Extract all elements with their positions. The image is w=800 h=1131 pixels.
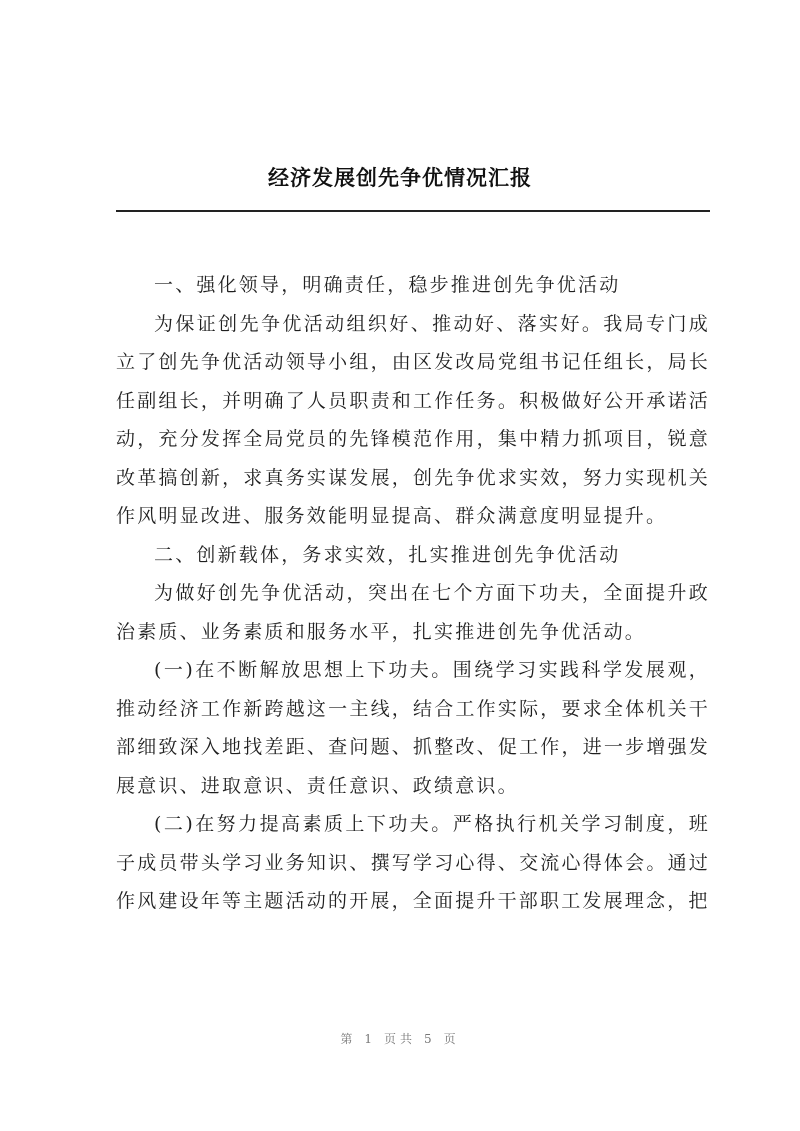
section-heading-2: 二、创新载体，务求实效，扎实推进创先争优活动	[154, 543, 621, 566]
section-heading-1: 一、强化领导，明确责任，稳步推进创先争优活动	[154, 274, 621, 296]
paragraph: (二)在努力提高素质上下功夫。严格执行机关学习制度，班子成员带头学习业务知识、撰写学习心得、交流心得体会。通过作风建设年等主题活动的开展，全面提升干部职工发展理念，把	[116, 813, 710, 912]
paragraph: 为保证创先争优活动组织好、推动好、落实好。我局专门成立了创先争优活动领导小组，由区发改局党组书记任组长，局长任副组长，并明确了人员职责和工作任务。积极做好公开承诺活动，充分发挥全局党员的先锋模范作用，集中精力抓项目，锐意改革搞创新，求真务实谋发展，创先争优求实效，努力实现机关作风明显改进、服务效能明显提高、群众满意度明显提升。	[116, 312, 710, 527]
paragraph: (一)在不断解放思想上下功夫。围绕学习实践科学发展观，推动经济工作新跨越这一主线，结合工作实际，要求全体机关干部细致深入地找差距、查问题、抓整改、促工作，进一步增强发展意识、进取意识、责任意识、政绩意识。	[116, 659, 710, 797]
document-body	[116, 266, 710, 921]
document-title: 经济发展创先争优情况汇报	[268, 166, 532, 190]
page-footer	[0, 1030, 800, 1047]
footer-prefix: 第	[340, 1032, 357, 1046]
footer-middle: 页共	[383, 1032, 416, 1046]
footer-suffix: 页	[443, 1032, 460, 1046]
footer-total-pages: 5	[424, 1032, 436, 1046]
footer-page-number: 1	[364, 1032, 376, 1046]
paragraph: 为做好创先争优活动，突出在七个方面下功夫，全面提升政治素质、业务素质和服务水平，扎实推进创先争优活动。	[116, 582, 710, 643]
title-underline	[116, 210, 710, 212]
